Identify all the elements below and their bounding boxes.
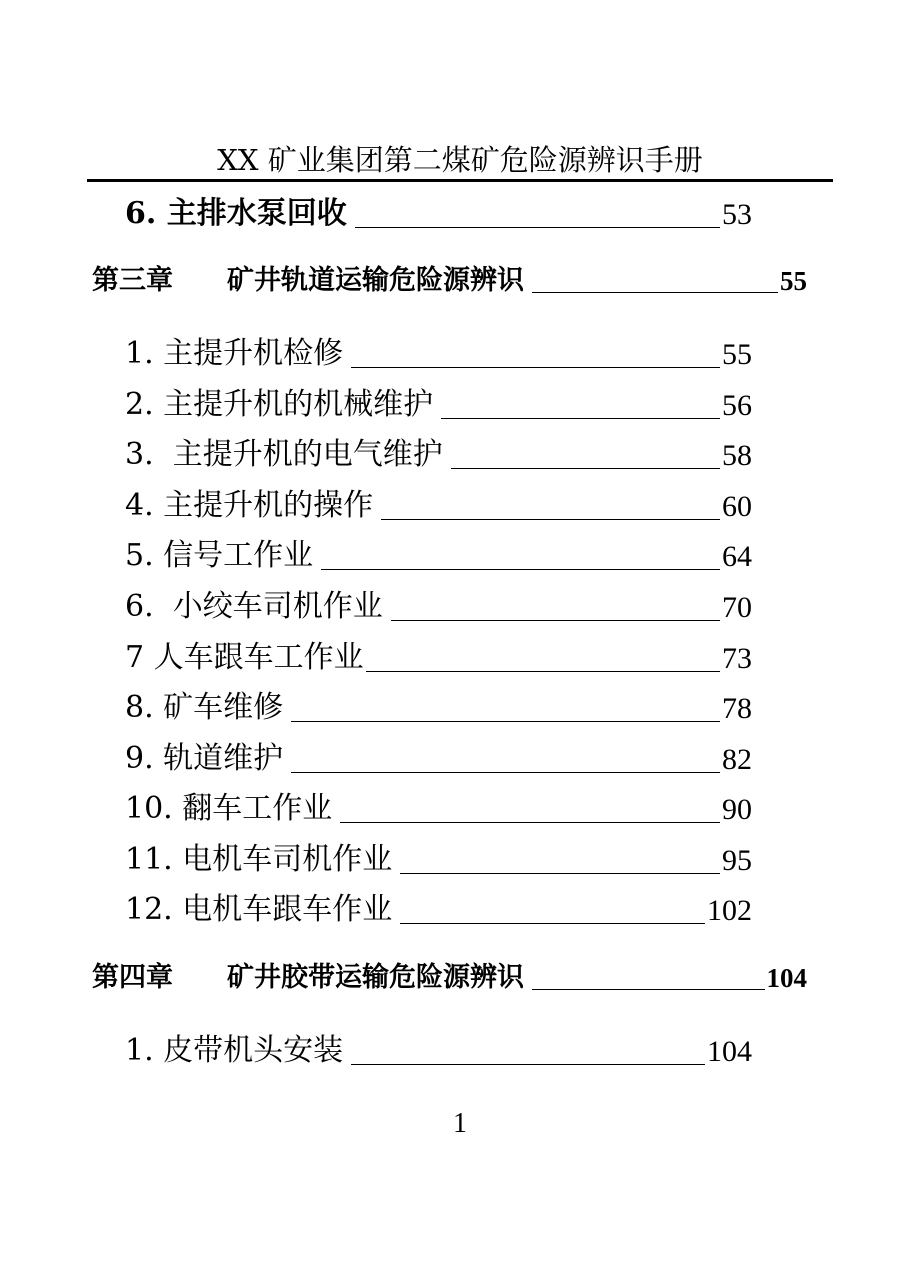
toc-entry-page: 60 (722, 490, 752, 523)
toc-entry-page: 56 (722, 389, 752, 422)
toc-chapter-page: 104 (766, 963, 807, 993)
toc-entry-page: 95 (722, 844, 752, 877)
toc-leader (291, 721, 720, 722)
toc-entry-page: 104 (707, 1035, 752, 1068)
toc-entry-page: 90 (722, 793, 752, 826)
toc-entry-label: 1. 主提升机检修 (125, 336, 344, 371)
document-header-title: XX 矿业集团第二煤矿危险源辨识手册 (217, 143, 703, 177)
toc-entry-label: 8. 矿车维修 (125, 690, 284, 725)
toc-leader (321, 569, 720, 570)
toc-leader (291, 772, 720, 773)
toc-entry[interactable] (125, 188, 752, 232)
toc-chapter-number: 第三章 (92, 265, 173, 296)
toc-entry-label: 10. 翻车工作业 (125, 791, 333, 826)
toc-entry-label: 9. 轨道维护 (125, 741, 284, 776)
toc-leader (532, 292, 778, 293)
toc-entry[interactable] (125, 733, 752, 777)
toc-entry-page: 58 (722, 439, 752, 472)
toc-entry[interactable] (125, 1025, 752, 1069)
toc-entry[interactable] (125, 429, 752, 473)
toc-entry[interactable] (125, 884, 752, 928)
toc-entry-page: 70 (722, 591, 752, 624)
toc-leader (355, 227, 720, 228)
toc-entry-label: 4. 主提升机的操作 (125, 488, 374, 523)
toc-chapter[interactable] (92, 955, 807, 994)
toc-leader (366, 671, 720, 672)
toc-entry[interactable] (125, 632, 752, 676)
toc-entry[interactable] (125, 480, 752, 524)
toc-entry-page: 73 (722, 642, 752, 675)
toc-leader (381, 519, 720, 520)
toc-leader (532, 989, 765, 990)
toc-entry-label: 2. 主提升机的机械维护 (125, 387, 434, 422)
toc-chapter-title: 矿井胶带运输危险源辨识 (227, 962, 524, 993)
toc-entry-label: 6. 主排水泵回收 (125, 196, 347, 231)
toc-leader (451, 468, 720, 469)
toc-entry-page: 78 (722, 692, 752, 725)
toc-entry[interactable] (125, 328, 752, 372)
toc-entry-page: 64 (722, 540, 752, 573)
toc-leader (441, 418, 720, 419)
toc-leader (391, 620, 720, 621)
toc-chapter-number: 第四章 (92, 962, 173, 993)
toc-leader (351, 1064, 705, 1065)
toc-entry-page: 102 (707, 894, 752, 927)
page-number: 1 (453, 1108, 467, 1139)
toc-entry[interactable] (125, 379, 752, 423)
toc-chapter[interactable] (92, 258, 807, 297)
toc-entry-page: 55 (722, 338, 752, 371)
toc-entry[interactable] (125, 530, 752, 574)
toc-entry-label: 11. 电机车司机作业 (125, 842, 393, 877)
toc-entry-label: 12. 电机车跟车作业 (125, 892, 393, 927)
toc-leader (400, 923, 705, 924)
toc-chapter-page: 55 (780, 266, 807, 296)
header-rule (87, 179, 833, 182)
toc-chapter-title: 矿井轨道运输危险源辨识 (227, 265, 524, 296)
toc-entry[interactable] (125, 834, 752, 878)
toc-leader (400, 873, 720, 874)
toc-entry-label: 5. 信号工作业 (125, 538, 314, 573)
toc-entry-label: 1. 皮带机头安装 (125, 1033, 344, 1068)
toc-entry-page: 53 (722, 198, 752, 231)
toc-entry[interactable] (125, 682, 752, 726)
toc-leader (340, 822, 720, 823)
toc-entry[interactable] (125, 783, 752, 827)
toc-entry-label: 3. 主提升机的电气维护 (125, 437, 443, 472)
toc-leader (351, 367, 720, 368)
toc-entry-label: 7 人车跟车工作业 (125, 640, 364, 675)
toc-entry[interactable] (125, 581, 752, 625)
toc-entry-page: 82 (722, 743, 752, 776)
toc-entry-label: 6. 小绞车司机作业 (125, 589, 383, 624)
